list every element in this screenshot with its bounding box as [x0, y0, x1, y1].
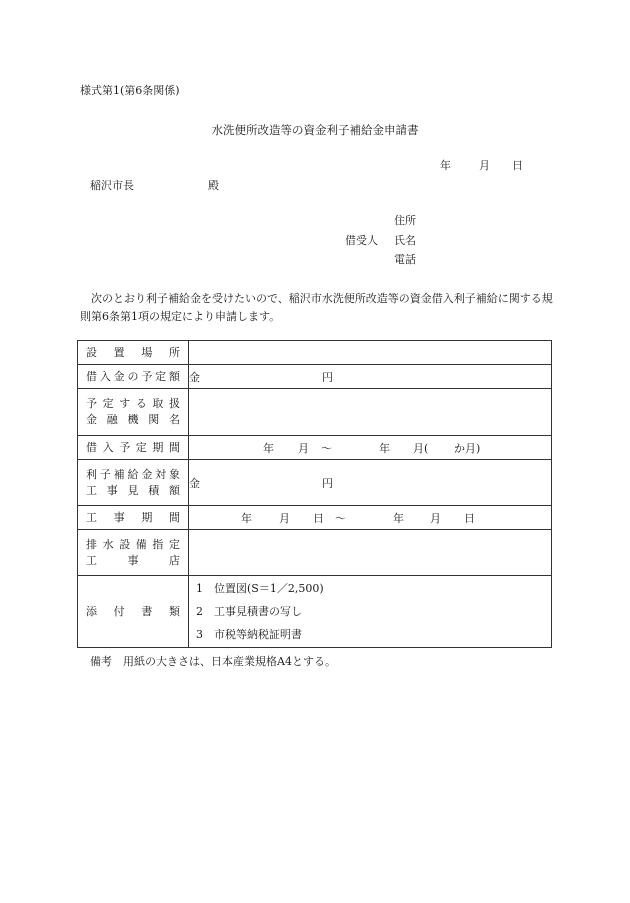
label-text	[78, 553, 188, 569]
label-char: 補	[113, 467, 125, 481]
period-year-2: 年	[393, 511, 404, 525]
label-char: 排	[86, 537, 97, 551]
period-year-2: 年	[379, 441, 390, 455]
label-char: 象	[168, 467, 180, 481]
table-row	[78, 436, 552, 460]
label-char: 工	[86, 510, 97, 524]
table-row	[78, 506, 552, 530]
label-text	[78, 483, 188, 499]
label-char: 借	[86, 369, 97, 383]
label-char: 間	[168, 510, 180, 524]
label-char: 借	[86, 440, 97, 454]
estimate-amount-field[interactable]	[189, 460, 552, 506]
label-char: る	[135, 397, 147, 410]
label-char: 額	[169, 483, 180, 497]
label-char: 指	[152, 537, 164, 551]
label-char: 定	[168, 537, 180, 551]
label-char: 予	[141, 369, 153, 383]
label-char: す	[119, 397, 131, 410]
address-label: 住所	[394, 214, 416, 227]
label-char: 工	[86, 483, 97, 497]
label-char: 機	[127, 413, 139, 426]
date-day-label: 日	[512, 159, 523, 172]
label-char: 店	[169, 553, 180, 567]
label-char: 予	[86, 397, 97, 410]
remarks-note: 備考 用紙の大きさは、日本産業規格A4とする。	[90, 655, 336, 668]
label-char: 所	[168, 345, 180, 359]
period-year-1: 年	[263, 441, 274, 455]
attachment-text: 市税等納税証明書	[214, 628, 302, 641]
label-text	[78, 396, 188, 412]
label-char: 給	[127, 467, 139, 481]
period-tilde: ～	[321, 441, 332, 455]
label-char: 取	[152, 397, 164, 410]
attachment-item	[189, 623, 551, 646]
label-text	[78, 510, 188, 526]
table-row	[78, 341, 552, 365]
date-year-label: 年	[440, 159, 451, 172]
period-day-2: 日	[464, 511, 475, 525]
table-row	[78, 365, 552, 389]
label-char: 融	[106, 413, 118, 426]
application-table	[77, 340, 552, 648]
period-month-1: 月	[298, 441, 309, 455]
label-char: 予	[119, 440, 131, 454]
table-row	[78, 530, 552, 576]
label-char: 金	[141, 467, 153, 481]
label-char: 備	[135, 537, 147, 551]
applicant-role: 借受人	[345, 234, 378, 247]
period-months-count: か月)	[454, 441, 481, 455]
label-estimate-amount	[78, 460, 189, 506]
label-char: 定	[102, 397, 114, 410]
label-char: 期	[141, 510, 153, 524]
attachment-text: 工事見積書の写し	[214, 605, 302, 618]
currency-prefix: 金	[189, 370, 200, 384]
request-statement: 次のとおり利子補給金を受けたいので、稲沢市水洗便所改造等の資金借入利子補給に関する規則第6条第1項の規定により申請します。	[80, 292, 553, 323]
label-char: 金	[113, 369, 125, 383]
label-char: 間	[168, 440, 180, 454]
label-char: 事	[127, 553, 139, 567]
label-char: 書	[141, 604, 153, 618]
label-char: 入	[99, 369, 111, 383]
label-text	[78, 440, 188, 456]
label-char: 類	[168, 604, 180, 618]
yen-suffix: 円	[322, 476, 333, 490]
attachment-item	[189, 577, 551, 600]
attachment-text: 位置図(S＝1／2,500)	[214, 582, 324, 595]
label-char: の	[127, 369, 139, 383]
label-char: 添	[86, 604, 97, 618]
attachment-item	[189, 600, 551, 623]
label-char: 利	[86, 467, 97, 481]
addressee: 稲沢市長	[90, 179, 134, 192]
label-text	[78, 604, 188, 620]
label-text	[78, 467, 188, 483]
label-char: 事	[113, 510, 125, 524]
loan-period-field[interactable]	[189, 436, 552, 460]
label-char: 子	[99, 467, 111, 481]
form-label: 様式第1(第6条関係)	[80, 84, 180, 97]
table-row	[78, 576, 552, 648]
location-field[interactable]	[189, 341, 552, 365]
label-char: 定	[155, 369, 167, 383]
label-char: 定	[135, 440, 147, 454]
label-char: 付	[113, 604, 125, 618]
table-row	[78, 389, 552, 436]
label-location	[78, 341, 189, 365]
label-text	[78, 345, 188, 361]
label-char: 置	[113, 345, 125, 359]
label-char: 積	[148, 483, 160, 497]
attachment-number: 2	[196, 605, 203, 618]
label-construction-period	[78, 506, 189, 530]
label-char: 関	[148, 413, 160, 426]
label-financial-institution	[78, 389, 189, 436]
label-char: 対	[155, 467, 167, 481]
honorific: 殿	[208, 179, 219, 192]
label-char: 額	[168, 369, 180, 383]
date-month-label: 月	[479, 159, 490, 172]
yen-suffix: 円	[322, 370, 333, 384]
period-year-1: 年	[241, 511, 252, 525]
attachment-number: 3	[196, 628, 203, 641]
label-contractor	[78, 530, 189, 576]
loan-amount-field[interactable]	[189, 365, 552, 389]
label-char: 水	[102, 537, 114, 551]
label-text	[78, 537, 188, 553]
period-month-2: 月	[430, 511, 441, 525]
construction-period-field[interactable]	[189, 506, 552, 530]
period-month-1: 月	[279, 511, 290, 525]
contractor-field[interactable]	[189, 530, 552, 576]
label-loan-amount	[78, 365, 189, 389]
attachments-list	[189, 576, 552, 648]
name-label: 氏名	[394, 234, 416, 247]
label-char: 設	[119, 537, 131, 551]
table-row	[78, 460, 552, 506]
label-attachments	[78, 576, 189, 648]
currency-prefix: 金	[189, 476, 200, 490]
phone-label: 電話	[394, 253, 416, 266]
label-char: 事	[106, 483, 118, 497]
label-char: 金	[86, 413, 97, 426]
document-title: 水洗便所改造等の資金利子補給金申請書	[211, 123, 419, 137]
attachment-number: 1	[196, 582, 203, 595]
label-char: 扱	[168, 397, 180, 410]
label-loan-period	[78, 436, 189, 460]
financial-institution-field[interactable]	[189, 389, 552, 436]
label-char: 場	[141, 345, 153, 359]
label-char: 見	[127, 483, 139, 497]
label-text	[78, 369, 188, 385]
label-char: 期	[152, 440, 164, 454]
label-char: 名	[169, 413, 180, 426]
period-day-1: 日	[313, 511, 324, 525]
label-char: 工	[86, 553, 97, 567]
period-tilde: ～	[335, 511, 346, 525]
label-char: 設	[86, 345, 97, 359]
label-text	[78, 412, 188, 428]
period-month-2: 月(	[413, 441, 429, 455]
label-char: 入	[102, 440, 114, 454]
